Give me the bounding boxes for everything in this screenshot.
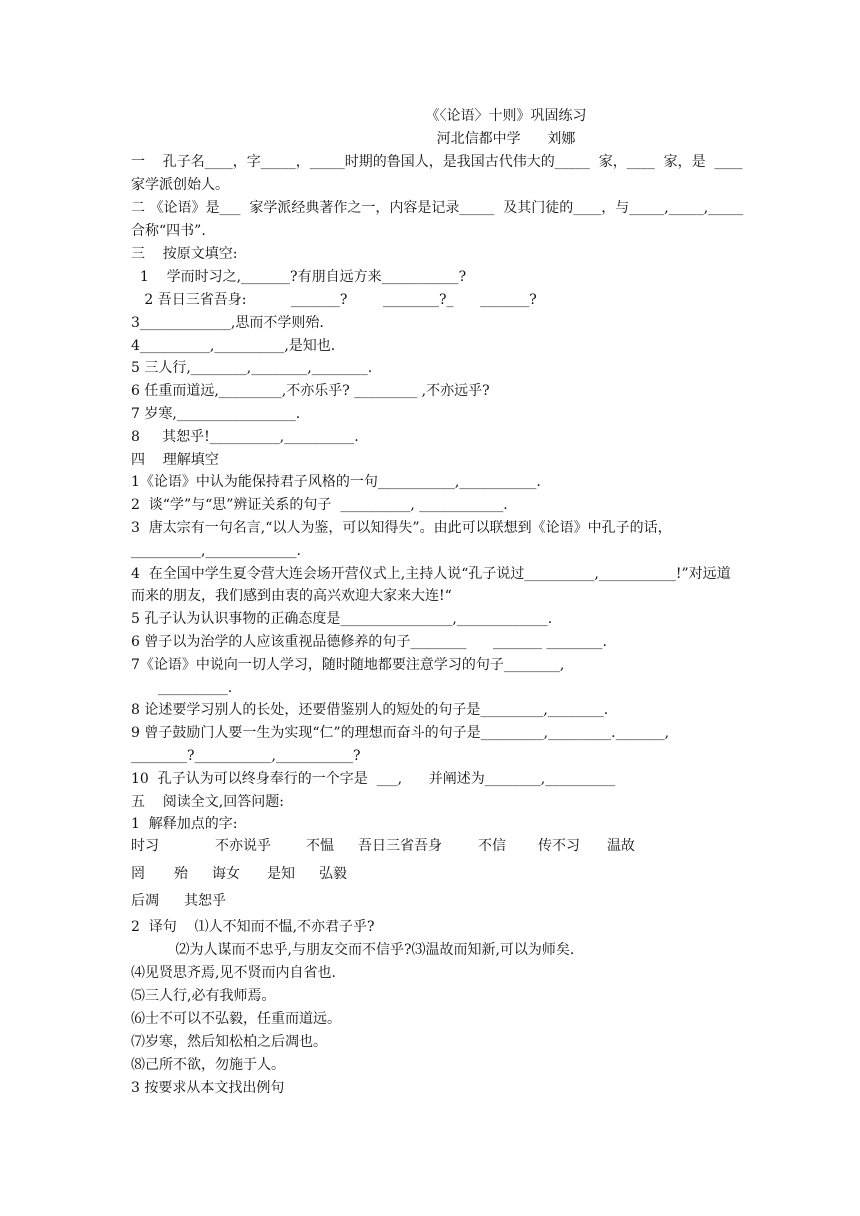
understand-item-8: 8 论述要学习别人的长处，还要借鉴别人的短处的句子是_________,________. [131,702,609,718]
translate-line-8: ⑻己所不欲，勿施于人。 [131,1057,285,1073]
vocab-word: 时习 [131,838,159,854]
fill-item-2: 2 吾日三省吾身: _______? ________?_ _______? [131,292,537,308]
vocab-word: 温故 [607,838,635,854]
understand-item-5: 5 孔子认为认识事物的正确态度是________________,_____________. [131,611,553,627]
understand-item-1: 1《论语》中认为能保持君子风格的一句___________,___________. [131,474,541,490]
fill-item-8: 8 其恕乎!__________,__________. [131,429,359,445]
translate-line-4: ⑷见贤思齐焉,见不贤而内自省也. [131,965,336,981]
vocab-word: 其恕乎 [184,893,226,909]
fill-item-7: 7 岁寒,_________________. [131,406,301,422]
translate-heading: 2 译句 ⑴人不知而不愠,不亦君子乎? [131,919,375,935]
find-examples-heading: 3 按要求从本文找出例句 [131,1080,285,1096]
fill-item-3: 3_____________,思而不学则殆. [131,315,324,331]
understand-item-4: 4 在全国中学生夏令营大连会场开营仪式上,主持人说“孔子说过__________,___________!”对远道 [131,566,731,582]
understand-item-9: 9 曾子鼓励门人要一生为实现“仁”的理想而奋斗的句子是_________,_________._______, [131,725,670,741]
section-3-heading: 三 按原文填空: [131,246,238,262]
understand-item-7: 7《论语》中说向一切人学习，随时随地都要注意学习的句子________, [131,657,565,673]
fill-item-6: 6 任重而道远,_________,不亦乐乎? _________ ,不亦远乎? [131,383,490,399]
fill-item-1: 1 学而时习之,_______?有朋自远方来___________? [131,269,467,285]
section-2-line-1: 二 《论语》是___ 家学派经典著作之一，内容是记录_____ 及其门徒的____，与_____,_____,_____ [131,200,744,216]
understand-item-6: 6 曾子以为治学的人应该重视品德修养的句子________ _______ ________. [131,634,607,650]
fill-item-4: 4__________,__________,是知也. [131,338,336,354]
understand-item-9-cont: ________?___________,___________? [131,748,361,764]
vocab-word: 殆 [174,866,188,882]
vocab-word: 不愠 [306,838,334,854]
author-line: 河北信都中学 刘娜 [436,131,576,147]
understand-item-3-cont: __________,_____________. [131,543,301,559]
understand-item-4-cont: 而来的朋友，我们感到由衷的高兴欢迎大家来大连!“ [131,588,452,604]
translate-line-5: ⑸三人行,必有我师焉。 [131,988,276,1004]
vocab-word: 罔 [131,866,145,882]
fill-item-5: 5 三人行,________,________,________. [131,360,373,376]
translate-line-7: ⑺岁寒，然后知松柏之后凋也。 [131,1034,327,1050]
section-4-heading: 四 理解填空 [131,452,219,468]
vocab-word: 诲女 [212,866,240,882]
vocab-word: 传不习 [538,838,580,854]
section-1-line-2: 家学派创始人。 [131,177,229,193]
translate-line-6: ⑹士不可以不弘毅，任重而道远。 [131,1011,341,1027]
document-title: 《〈论语〉十则》巩固练习 [425,108,587,124]
understand-item-7-cont: __________. [131,680,233,696]
understand-item-10: 10 孔子认为可以终身奉行的一个字是 ___, 并阐述为________,__________ [131,771,616,787]
section-2-line-2: 合称“四书”. [131,223,206,239]
understand-item-2: 2 谈“学”与“思”辨证关系的句子 __________, ____________. [131,497,508,513]
vocab-word: 吾日三省吾身 [358,838,442,854]
vocab-word: 不信 [478,838,506,854]
translate-line-2: ⑵为人谋而不忠乎,与朋友交而不信乎?⑶温故而知新,可以为师矣. [131,942,575,958]
vocab-word: 后凋 [131,893,159,909]
section-1-line-1: 一 孔子名____，字_____，_____时期的鲁国人，是我国古代伟大的_____ 家，____ 家，是 ____ [131,154,743,170]
understand-item-3: 3 唐太宗有一句名言,“以人为鉴，可以知得失”。由此可以联想到《论语》中孔子的话， [131,520,672,536]
vocab-word: 是知 [267,866,295,882]
vocab-word: 弘毅 [319,866,347,882]
explain-heading: 1 解释加点的字: [131,816,238,832]
section-5-heading: 五 阅读全文,回答问题: [131,794,284,810]
vocab-word: 不亦说乎 [215,838,271,854]
